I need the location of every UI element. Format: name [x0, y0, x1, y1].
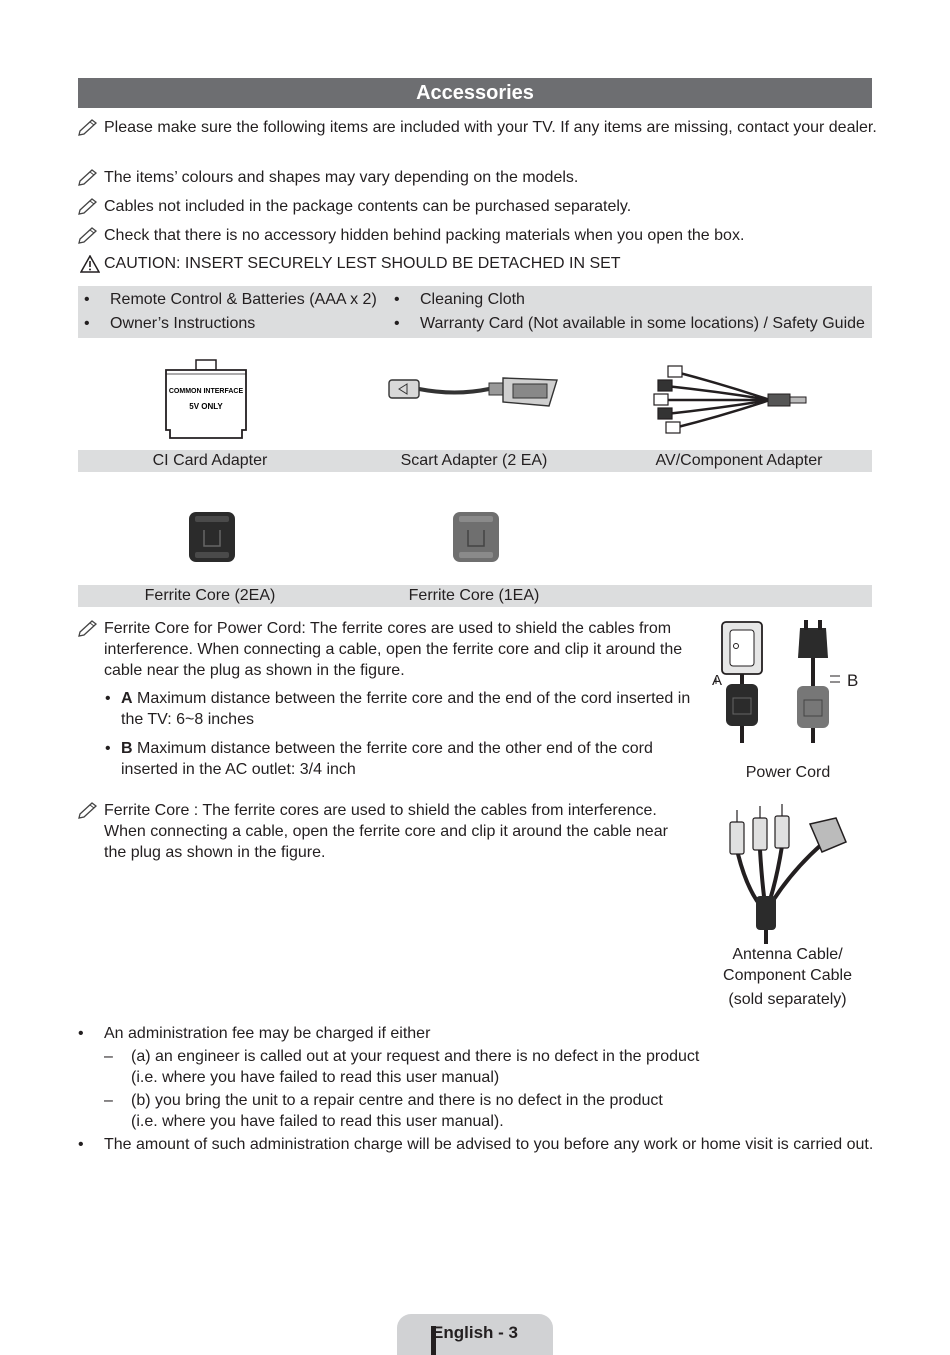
caption-bar	[78, 450, 872, 472]
section-title: Accessories	[78, 78, 872, 108]
scart-adapter-image	[385, 372, 565, 412]
power-cord-figure	[708, 618, 868, 748]
caption-antenna-line1: Antenna Cable/	[732, 946, 843, 963]
ci-card-label-2: 5V ONLY	[189, 402, 223, 411]
note-item: Cables not included in the package contents can be purchased separately.	[78, 196, 878, 217]
ferrite-core-black-image	[187, 510, 237, 564]
pencil-note-icon	[78, 167, 102, 187]
admin-bullet-2: • The amount of such administration charge will be advised to you before any work or home visit is carried out.	[78, 1136, 874, 1153]
pencil-note-icon	[78, 618, 102, 638]
ci-card-label-1: COMMON INTERFACE	[168, 388, 244, 395]
warning-triangle-icon	[80, 255, 100, 273]
letter-a: A	[121, 690, 133, 707]
ferrite-distance-b: • B Maximum distance between the ferrite core and the other end of the cord inserted in the AC outlet: 3/4 inch	[105, 740, 653, 778]
list-item: • Cleaning Cloth	[394, 291, 525, 308]
caption-antenna-line3: (sold separately)	[728, 991, 847, 1008]
list-item: • Owner’s Instructions	[84, 315, 256, 332]
figure-label-a: A	[712, 672, 723, 689]
caution-line: CAUTION: INSERT SECURELY LEST SHOULD BE DETACHED IN SET	[78, 254, 621, 274]
ferrite-general-note: Ferrite Core : The ferrite cores are used to shield the cables from interference. When connecting a cable, open the ferrite core and clip it around the cable near the plug as shown in the figure.	[78, 800, 688, 863]
page-label: English - 3	[432, 1323, 518, 1342]
ferrite-distance-a: • A Maximum distance between the ferrite core and the end of the cord inserted in the TV: 6~8 inches	[105, 690, 691, 728]
caption-ci-card: CI Card Adapter	[152, 452, 268, 469]
admin-sub-a: – (a) an engineer is called out at your request and there is no defect in the product (i.e. where you have failed to read this user manual)	[104, 1048, 700, 1086]
list-item: • Remote Control & Batteries (AAA x 2)	[84, 291, 377, 308]
admin-sub-b: – (b) you bring the unit to a repair centre and there is no defect in the product (i.e. where you have failed to read this user manual).	[104, 1092, 663, 1130]
caption-av-component: AV/Component Adapter	[655, 452, 823, 469]
ferrite-power-note: Ferrite Core for Power Cord: The ferrite cores are used to shield the cables from interference. When connecting a cable, open the ferrite core and clip it around the cable near the plug as shown in the figure.	[78, 618, 708, 681]
ferrite-core-grey-image	[451, 510, 501, 564]
included-items-box	[78, 286, 872, 338]
av-component-adapter-image	[652, 364, 812, 436]
figure-label-b: B	[847, 671, 859, 690]
caption-ferrite-1ea: Ferrite Core (1EA)	[408, 587, 540, 604]
caption-ferrite-2ea: Ferrite Core (2EA)	[144, 587, 276, 604]
caption-antenna-line2: Component Cable	[723, 967, 852, 984]
pencil-note-icon	[78, 117, 102, 137]
pencil-note-icon	[78, 800, 102, 820]
admin-bullet-1: • An administration fee may be charged if either	[78, 1025, 431, 1042]
caption-power-cord: Power Cord	[745, 764, 831, 781]
note-item: Check that there is no accessory hidden behind packing materials when you open the box.	[78, 225, 878, 246]
pencil-note-icon	[78, 196, 102, 216]
pencil-note-icon	[78, 225, 102, 245]
note-item: The items’ colours and shapes may vary depending on the models.	[78, 167, 878, 188]
antenna-component-cable-figure	[718, 804, 858, 946]
caption-bar	[78, 585, 872, 607]
page-number-tab	[397, 1314, 553, 1355]
caption-scart: Scart Adapter (2 EA)	[400, 452, 548, 469]
list-item: • Warranty Card (Not available in some locations) / Safety Guide	[394, 315, 865, 332]
ci-card-adapter-image	[162, 358, 250, 442]
note-item: Please make sure the following items are included with your TV. If any items are missing, contact your dealer.	[78, 117, 878, 138]
letter-b: B	[121, 740, 133, 757]
